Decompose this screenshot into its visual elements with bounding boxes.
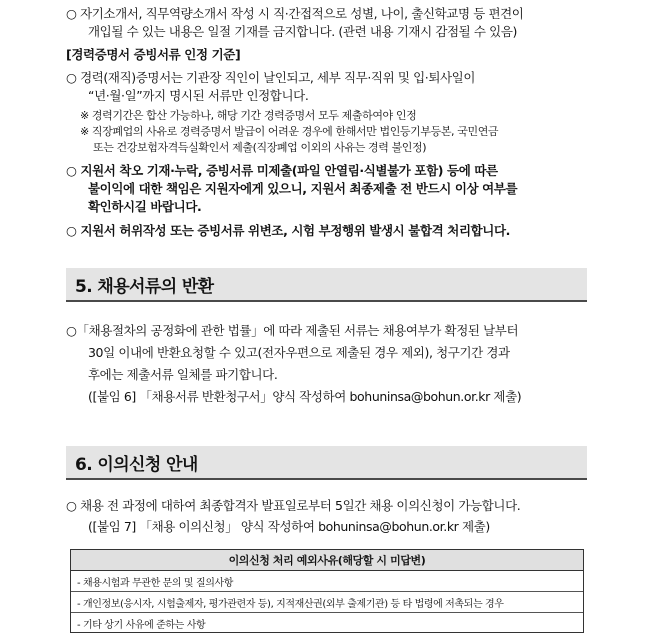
bold-notice1-line3: 확인하시길 바랍니다. — [88, 199, 202, 214]
paragraph-career-line1: ○ 경력(재직)증명서는 기관장 직인이 날인되고, 세부 직무·직위 및 입·퇴사일이 — [66, 70, 476, 85]
exception-table-header — [71, 550, 583, 571]
paragraph-self-intro-line2: 개입될 수 있는 내용은 일절 기재를 금지합니다. (관련 내용 기재시 감점될 수 있음) — [88, 24, 518, 39]
exception-table-header-text: 이의신청 처리 예외사유(해당할 시 미답변) — [228, 554, 426, 567]
section5-heading — [66, 268, 587, 302]
bold-notice1-line1: ○ 지원서 착오 기재·누락, 증빙서류 미제출(파일 안열림·식별불가 포함) 등에 따른 — [66, 163, 498, 178]
paragraph-self-intro-line1: ○ 자기소개서, 직무역량소개서 작성 시 직·간접적으로 성별, 나이, 출신학교명 등 편견이 — [66, 6, 524, 21]
section5-line4: ([붙임 6] 「채용서류 반환청구서」양식 작성하여 bohuninsa@bohun.or.kr 제출) — [88, 389, 522, 404]
section5-line1: ○「채용절차의 공정화에 관한 법률」에 따라 제출된 서류는 채용여부가 확정된 날부터 — [66, 323, 519, 338]
section5-line3: 후에는 제출서류 일체를 파기합니다. — [88, 367, 278, 382]
bold-notice2: ○ 지원서 허위작성 또는 증빙서류 위변조, 시험 부정행위 발생시 불합격 처리합니다. — [66, 223, 510, 238]
note-line3: 또는 건강보험자격득실확인서 제출(직장폐업 이외의 사유는 경력 불인정) — [93, 141, 427, 154]
paragraph-career-line2: “년·월·일”까지 명시된 서류만 인정합니다. — [88, 88, 309, 103]
section6-heading-text: 6. 이의신청 안내 — [75, 454, 198, 475]
note-line2: ※ 직장폐업의 사유로 경력증명서 발급이 어려운 경우에 한해서만 법인등기부등본, 국민연금 — [80, 125, 499, 138]
table-row: - 채용시험과 무관한 문의 및 질의사항 — [71, 571, 583, 592]
table-row: - 개인정보(응시자, 시험출제자, 평가관련자 등), 지적재산권(외부 출제기관) 등 타 법령에 저촉되는 경우 — [71, 592, 583, 613]
section6-line2: ([붙임 7] 「채용 이의신청」 양식 작성하여 bohuninsa@bohun.or.kr 제출) — [88, 519, 490, 534]
section5-heading-text: 5. 채용서류의 반환 — [75, 276, 214, 297]
career-criteria-title: [경력증명서 증빙서류 인정 기준] — [66, 47, 241, 62]
section6-line1: ○ 채용 전 과정에 대하여 최종합격자 발표일로부터 5일간 채용 이의신청이 가능합니다. — [66, 498, 521, 513]
note-line1: ※ 경력기간은 합산 가능하나, 해당 기간 경력증명서 모두 제출하여야 인정 — [80, 109, 417, 122]
bold-notice1-line2: 불이익에 대한 책임은 지원자에게 있으니, 지원서 최종제출 전 반드시 이상 여부를 — [88, 181, 518, 196]
section6-heading — [66, 446, 587, 480]
exception-table — [70, 549, 584, 633]
section5-line2: 30일 이내에 반환요청할 수 있고(전자우편으로 제출된 경우 제외), 청구기간 경과 — [88, 345, 510, 360]
table-row: - 기타 상기 사유에 준하는 사항 — [77, 619, 206, 631]
